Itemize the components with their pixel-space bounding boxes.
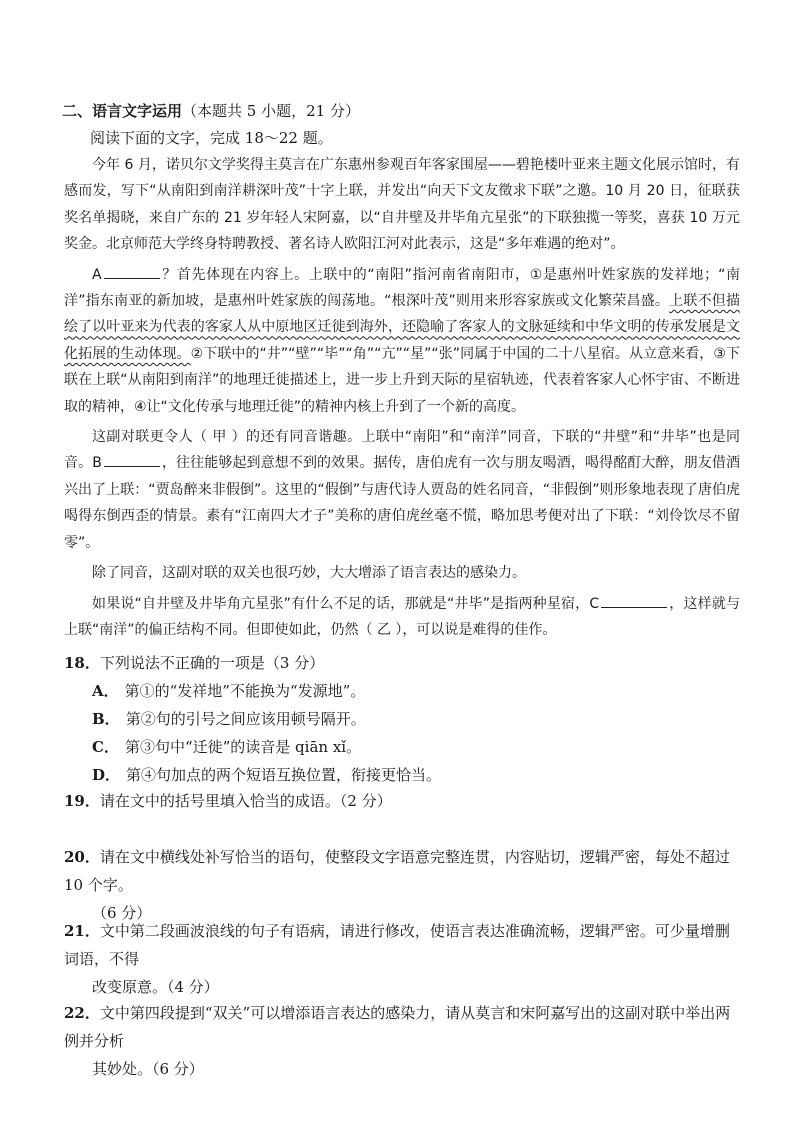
- paragraph-3-rest: ，往往能够起到意想不到的效果。据传，唐伯虎有一次与朋友喝酒，喝得酩酊大醉，朋友借酒兴出了上联：“贾岛醉来非假倒”。这里的“假倒”与唐代诗人贾岛的姓名同音，“非假倒”则形象地表现了唐伯虎喝得东倒西歪的情景。素有“江南四大才子”美称的唐伯虎丝毫不慌，略加思考便对出了下联：“刘伶饮尽不留零”。: [64, 455, 741, 551]
- section-heading: 二、语言文字运用: [62, 102, 183, 120]
- blank-b: [104, 452, 160, 467]
- option-letter: C．: [92, 738, 119, 756]
- passage-paragraph-1: 今年 6 月，诺贝尔文学奖得主莫言在广东惠州参观百年客家围屋——碧艳楼叶亚来主题文化展示馆时，有感而发，写下“从南阳到南洋耕深叶茂”十字上联，并发出“向天下文友徵求下联”之邀。10 月 20 日，征联获奖名单揭晓，来自广东的 21 岁年轻人宋阿嘉，以“自井壁及井毕角亢星张”的下联独揽一等奖，喜获 10 万元奖金。北京师范大学终身特聘教授、著名诗人欧阳江河对此表示，这是“多年难遇的绝对”。: [64, 157, 740, 253]
- passage-paragraph-5: [64, 591, 740, 644]
- paragraph-3-text: 这副对联更令人（ 甲 ）的还有同音谐趣。上联中“南阳”和“南洋”同音，下联的“井壁”和“井毕”也是同音。: [64, 429, 740, 472]
- option-d: [92, 761, 441, 789]
- blank-label-c: C: [589, 595, 600, 612]
- question-stem: 请在文中横线处补写恰当的语句，使整段文字语意完整连贯，内容贴切，逻辑严密，每处不超过 10 个字。: [64, 848, 730, 894]
- question-stem: 请在文中的括号里填入恰当的成语。（2 分）: [99, 792, 392, 810]
- reading-passage: [64, 152, 740, 647]
- option-text: 第③句中“迁徙”的读音是 qiān xǐ。: [124, 738, 362, 756]
- question-points: 其妙处。（6 分）: [92, 1060, 204, 1078]
- option-text: 第①的“发祥地”不能换为“发源地”。: [124, 682, 366, 700]
- question-number: 21．: [64, 922, 100, 940]
- question-22: [64, 999, 744, 1083]
- question-21: [64, 917, 744, 1001]
- question-points: （6 分）: [92, 904, 152, 922]
- paragraph-5-text: 如果说“自井壁及井毕角亢星张”有什么不足的话，那就是“井毕”是指两种星宿，: [92, 595, 590, 612]
- paragraph-5-rest: ，这样就与上联“南洋”的偏正结构不同。但即使如此，仍然（ 乙 ），可以说是难得的佳作。: [64, 595, 740, 638]
- option-a: [92, 677, 365, 705]
- question-number: 19．: [64, 792, 100, 810]
- question-number: 20．: [64, 848, 100, 866]
- question-19: [64, 787, 744, 815]
- question-stem: 下列说法不正确的一项是（3 分）: [99, 654, 325, 672]
- option-text: 第②句的引号之间应该用顿号隔开。: [125, 710, 366, 728]
- blank-label-b: B: [92, 455, 102, 472]
- option-text: 第④句加点的两个短语互换位置，衔接更恰当。: [126, 766, 442, 784]
- blank-label-a: A: [92, 266, 102, 283]
- reading-instruction: 阅读下面的文字，完成 18～22 题。: [90, 129, 333, 147]
- option-letter: A．: [92, 682, 119, 700]
- option-letter: D．: [92, 766, 121, 784]
- passage-paragraph-4: 除了同音，这副对联的双关也很巧妙，大大增添了语言表达的感染力。: [92, 565, 526, 582]
- question-number: 22．: [64, 1004, 100, 1022]
- paragraph-2-text: ？首先体现在内容上。上联中的“南阳”指河南省南阳市，①是惠州叶姓家族的发祥地；“南洋”指东南亚的新加坡，是惠州叶姓家族的闯荡地。“根深叶茂”则用来形容家族或文化繁荣昌盛。: [64, 266, 740, 310]
- question-18: [64, 649, 744, 677]
- option-b: [92, 705, 366, 733]
- option-letter: B．: [92, 710, 120, 728]
- wavy-underlined-sentence: 上联不但描绘了以叶亚来为代表的客家人从中原地区迁徙到海外，还隐喻了客家人的文脉延续和中华文明的传承发展是文化拓展的生动体现。: [64, 293, 740, 362]
- passage-paragraph-3: [64, 424, 740, 556]
- section-title: [62, 101, 360, 121]
- blank-a: [104, 264, 160, 279]
- passage-paragraph-2: [64, 262, 740, 420]
- question-number: 18．: [64, 654, 100, 672]
- question-stem: 文中第二段画波浪线的句子有语病，请进行修改，使语言表达准确流畅，逻辑严密。可少量增删词语，不得: [64, 922, 730, 968]
- option-c: [92, 733, 361, 761]
- question-stem: 文中第四段提到“双关”可以增添语言表达的感染力，请从莫言和宋阿嘉写出的这副对联中举出两例并分析: [64, 1004, 731, 1050]
- paragraph-2-rest: ②下联中的“井”“壁”“毕”“角”“亢”“星”“张”同属于中国的二十八星宿。从立意来看，③下联在上联“从南阳到南洋”的地理迁徙描述上，进一步上升到天际的星宿轨迹，代表着客家人心怀宇宙、不断进取的精神，④让“文化传承与地理迁徙”的精神内核上升到了一个新的高度。: [64, 345, 740, 415]
- section-note: （本题共 5 小题，21 分）: [182, 102, 360, 120]
- question-20: [64, 843, 744, 927]
- question-points: 改变原意。（4 分）: [92, 978, 219, 996]
- blank-c: [601, 593, 667, 608]
